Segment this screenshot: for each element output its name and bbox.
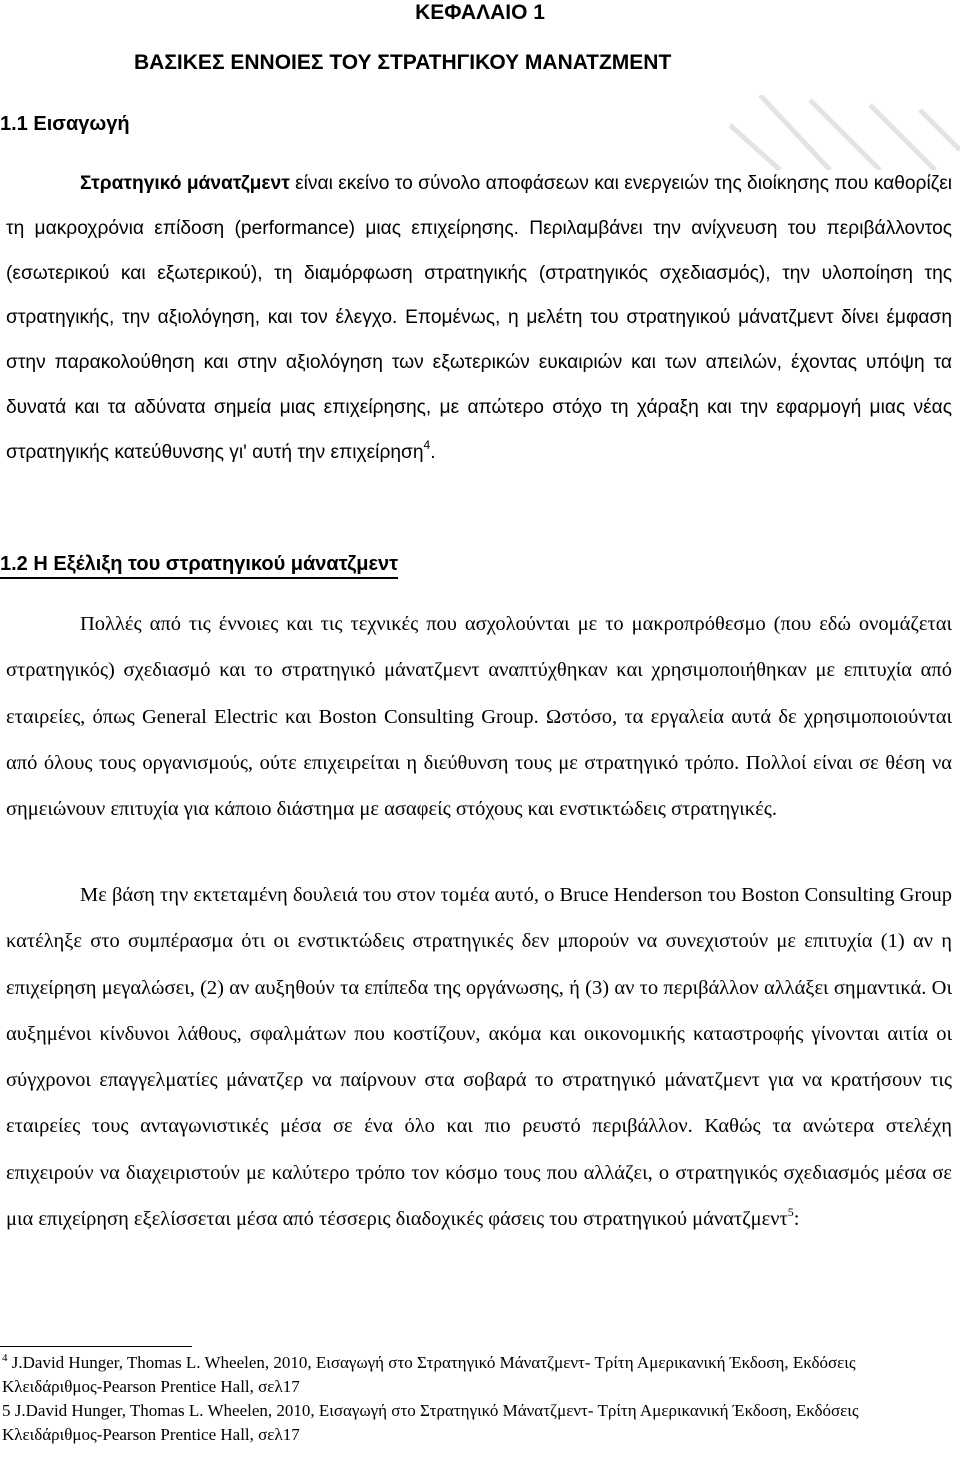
footnote-4: $^4$ J.David Hunger, Thomas L. Wheelen, 2010, Εισαγωγή στο Στρατηγικό Μάνατζμεντ- Τρίτη Αμερικανική Έκδοση, Εκδόσεις Κλειδάριθμος-Pearson Prentice Hall, σελ17 (2, 1352, 856, 1396)
intro-text: είναι εκείνο το σύνολο αποφάσεων και ενεργειών της διοίκησης που καθορίζει τη μακροχρόνια επίδοση (performance) μιας επιχείρησης. Περιλαμβάνει την ανίχνευση του περιβάλλοντος (εσωτερικού και εξωτερικού), τη διαμόρφωση στρατηγικής (στρατηγικός σχεδιασμός), την υλοποίηση της στρατηγικής, την αξιολόγηση, και τον έλεγχο. Επομένως, η μελέτη του στρατηγικού μάνατζμεντ δίνει έμφαση στην παρακολούθηση και στην αξιολόγηση των εξωτερικών ευκαιριών και των απειλών, έχοντας υπόψη τα δυνατά και τα αδύνατα σημεία μιας επιχείρησης, με απώτερο στόχο τη χάραξη και την εφαρμογή μιας νέας στρατηγικής κατεύθυνσης γι' αυτή την επιχείρηση (6, 173, 953, 463)
evolution-paragraph-2: Με βάση την εκτεταμένη δουλειά του στον τομέα αυτό, ο Bruce Henderson του Boston Consulting Group κατέληξε στο συμπέρασμα ότι οι ενστικτώδεις στρατηγικές δεν μπορούν να συνεχιστούν με επιτυχία (1) αν η επιχείρηση μεγαλώσει, (2) αν αυξηθούν τα επίπεδα της οργάνωσης, ή (3) αν το περιβάλλον αλλάξει σημαντικά. Οι αυξημένοι κίνδυνοι λάθους, σφαλμάτων που κοστίζουν, ακόμα και οικονομικής καταστροφής γίνονται αιτία οι σύγχρονοι επαγγελματίες μάνατζερ να παίρνουν στα σοβαρά το στρατηγικό μάνατζμεντ για να κρατήσουν τις εταιρείες τους ανταγωνιστικές μέσα σε ένα όλο και πιο ρευστό περιβάλλον. Καθώς τα ανώτερα στελέχη επιχειρούν να διαχειριστούν με καλύτερο τρόπο τον κόσμο τους που αλλάζει, ο στρατηγικός σχεδιασμός μέσα σε μια επιχείρηση εξελίσσεται μέσα από τέσσερις διαδοχικές φάσεις του στρατηγικού μάνατζμεντ$^5$: (6, 884, 952, 1231)
footnote-ref-5[interactable]: 5 (787, 1205, 794, 1220)
chapter-label: ΚΕΦΑΛΑΙΟ 1 (415, 1, 545, 24)
footnote-5: 5 J.David Hunger, Thomas L. Wheelen, 2010, Εισαγωγή στο Στρατηγικό Μάνατζμεντ- Τρίτη Αμερικανική Έκδοση, Εκδόσεις Κλειδάριθμος-Pearson Prentice Hall, σελ17 (2, 1401, 859, 1444)
section-heading-introduction: 1.1 Εισαγωγή (0, 113, 130, 135)
key-term: Στρατηγικό μάνατζμεντ (80, 173, 290, 194)
footnote-separator (0, 1346, 192, 1347)
footnote-ref-4[interactable]: 4 (423, 437, 431, 452)
watermark-graphic (720, 95, 960, 170)
section-heading-evolution: 1.2 Η Εξέλιξη του στρατηγικού μάνατζμεντ (0, 551, 398, 579)
intro-paragraph: Στρατηγικό μάνατζμεντ είναι εκείνο το σύνολο αποφάσεων και ενεργειών της διοίκησης που καθορίζει τη μακροχρόνια επίδοση (performance) μιας επιχείρησης. Περιλαμβάνει την ανίχνευση του περιβάλλοντος (εσωτερικού και εξωτερικού), τη διαμόρφωση στρατηγικής (στρατηγικός σχεδιασμός), την υλοποίηση της στρατηγικής, την αξιολόγηση, και τον έλεγχο. Επομένως, η μελέτη του στρατηγικού μάνατζμεντ δίνει έμφαση στην παρακολούθηση και στην αξιολόγηση των εξωτερικών ευκαιριών και των απειλών, έχοντας υπόψη τα δυνατά και τα αδύνατα σημεία μιας επιχείρησης, με απώτερο στόχο τη χάραξη και την εφαρμογή μιας νέας στρατηγικής κατεύθυνσης γι' αυτή την επιχείρηση$^4$. (6, 173, 953, 463)
chapter-title: ΒΑΣΙΚΕΣ ΕΝΝΟΙΕΣ ΤΟΥ ΣΤΡΑΤΗΓΙΚΟΥ ΜΑΝΑΤΖΜΕΝΤ (134, 51, 672, 74)
footnotes (2, 1351, 942, 1447)
evolution-paragraph-1: Πολλές από τις έννοιες και τις τεχνικές που ασχολούνται με το μακροπρόθεσμο (που εδώ ονομάζεται στρατηγικός) σχεδιασμό και το στρατηγικό μάνατζμεντ αναπτύχθηκαν και χρησιμοποιήθηκαν με επιτυχία από εταιρείες, όπως General Electric και Boston Consulting Group. Ωστόσο, τα εργαλεία αυτά δε χρησιμοποιούνται από όλους τους οργανισμούς, ούτε επιχειρείται η διεύθυνση τους με στρατηγικό τρόπο. Πολλοί είναι σε θέση να σημειώνουν επιτυχία για κάποιο διάστημα με ασαφείς στόχους και ενστικτώδεις στρατηγικές. (6, 613, 952, 821)
